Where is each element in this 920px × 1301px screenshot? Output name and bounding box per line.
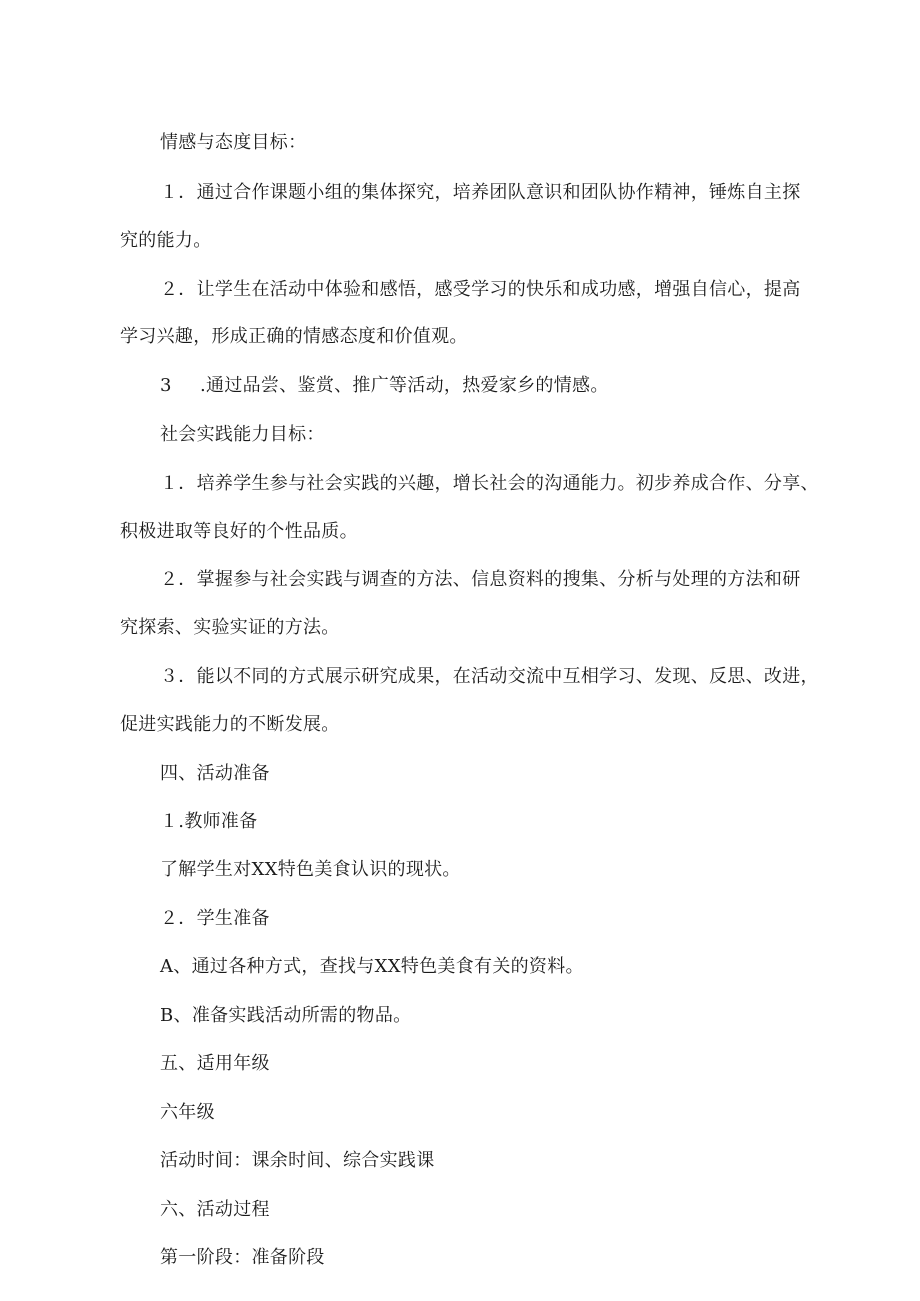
paragraph-line	[160, 374, 609, 398]
subheading-phase-one: 第一阶段：准备阶段	[160, 1247, 325, 1268]
paragraph-line: A、通过各种方式，查找与XX特色美食有关的资料。	[160, 956, 584, 977]
paragraph-line: 学习兴趣，形成正确的情感态度和价值观。	[120, 326, 468, 347]
subheading-student-prep: ２．学生准备	[160, 908, 270, 929]
paragraph-line: １．培养学生参与社会实践的兴趣，增长社会的沟通能力。初步养成合作、分享、	[160, 473, 819, 494]
item-text: .通过品尝、鉴赏、推广等活动，热爱家乡的情感。	[200, 375, 609, 396]
paragraph-line: ２．掌握参与社会实践与调查的方法、信息资料的搜集、分析与处理的方法和研	[160, 569, 801, 590]
heading-social-practice-goals: 社会实践能力目标：	[160, 424, 325, 445]
paragraph-line: 究探索、实验实证的方法。	[120, 617, 340, 638]
subheading-teacher-prep: １.教师准备	[160, 811, 258, 832]
paragraph-line: 积极进取等良好的个性品质。	[120, 521, 358, 542]
paragraph-line: １．通过合作课题小组的集体探究，培养团队意识和团队协作精神，锤炼自主探	[160, 182, 801, 203]
paragraph-line: ２．让学生在活动中体验和感悟，感受学习的快乐和成功感，增强自信心，提高	[160, 279, 801, 300]
section-heading-grade: 五、适用年级	[160, 1053, 270, 1074]
heading-emotion-goals: 情感与态度目标：	[160, 132, 307, 153]
paragraph-line: 促进实践能力的不断发展。	[120, 714, 340, 735]
item-number: 3	[160, 375, 172, 396]
paragraph-line: B、准备实践活动所需的物品。	[160, 1005, 412, 1026]
section-heading-activity-process: 六、活动过程	[160, 1199, 270, 1220]
paragraph-line: ３．能以不同的方式展示研究成果，在活动交流中互相学习、发现、反思、改进，	[160, 666, 819, 687]
paragraph-line: 究的能力。	[120, 230, 212, 251]
paragraph-line: 活动时间：课余时间、综合实践课	[160, 1150, 435, 1171]
paragraph-line: 了解学生对XX特色美食认识的现状。	[160, 859, 461, 880]
section-heading-activity-prep: 四、活动准备	[160, 763, 270, 784]
paragraph-line: 六年级	[160, 1102, 215, 1123]
